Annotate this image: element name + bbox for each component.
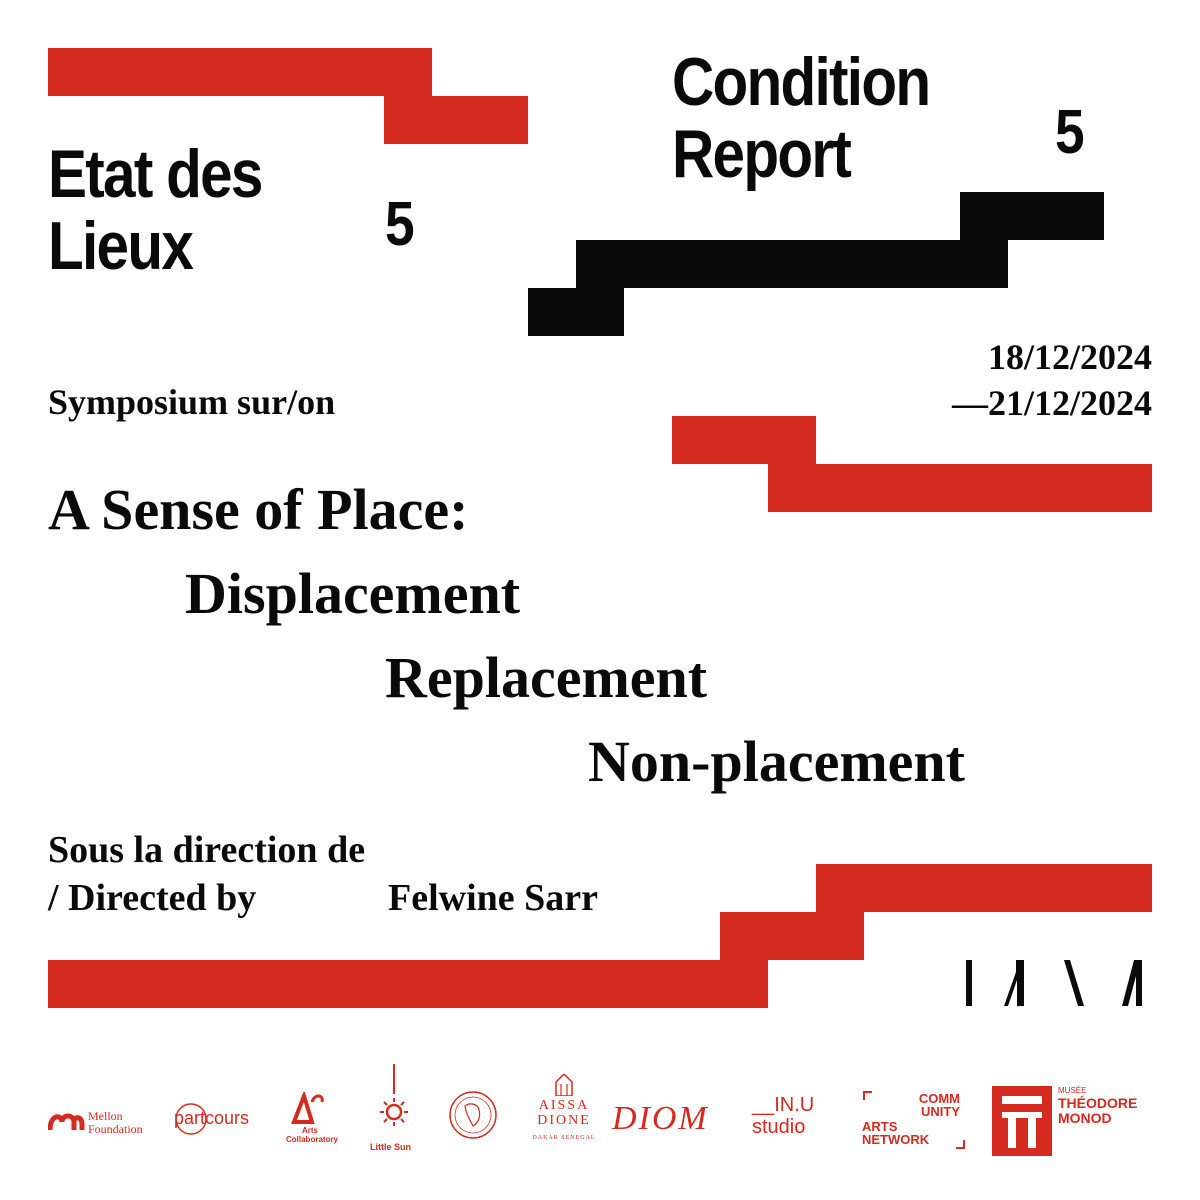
partner-logos	[40, 1080, 1160, 1170]
direction-label	[48, 826, 365, 922]
red-bar-bottom-right	[816, 864, 1152, 912]
date-start: 18/12/2024	[987, 337, 1152, 377]
inu-studio-logo	[752, 1094, 842, 1144]
english-title	[672, 46, 929, 190]
french-title	[48, 138, 262, 282]
direction-label-line1: Sous la direction de	[48, 829, 366, 871]
musee-line3: MONOD	[1058, 1110, 1112, 1126]
red-bar-bottom-step	[720, 912, 864, 960]
can-line4: NETWORK	[862, 1132, 930, 1147]
aissa-dione-line2: DIONE	[537, 1113, 591, 1128]
can-line3: ARTS	[862, 1119, 898, 1134]
red-bar-top-left-step	[384, 96, 528, 144]
red-bar-mid-lower	[768, 464, 1152, 512]
main-title-line3: Replacement	[385, 645, 708, 710]
director-name: Felwine Sarr	[388, 877, 599, 919]
main-title-line4: Non-placement	[588, 729, 965, 794]
arts-collab-line2: Collaboratory	[286, 1135, 339, 1144]
museum-mark-icon	[992, 1086, 1052, 1156]
aissa-dione-logo	[532, 1074, 596, 1154]
black-bar-top	[960, 192, 1104, 240]
symposium-label: Symposium sur/on	[48, 382, 336, 422]
community-arts-network-logo	[862, 1090, 966, 1150]
slash-logo-icon	[962, 958, 1152, 1008]
can-line2: UNITY	[921, 1104, 960, 1119]
sun-icon	[374, 1064, 414, 1134]
ifan-seal-icon	[448, 1090, 498, 1140]
arts-collaboratory-logo	[286, 1092, 342, 1152]
little-sun-logo	[366, 1064, 422, 1156]
arts-collaboratory-icon	[290, 1092, 326, 1124]
little-sun-text: Little Sun	[370, 1142, 411, 1152]
inu-line1: __IN.U	[752, 1094, 815, 1116]
inu-line2: studio	[752, 1116, 806, 1138]
partcours-text: partcours	[174, 1108, 250, 1128]
mellon-line1: Mellon	[88, 1109, 123, 1123]
main-title-line2: Displacement	[185, 561, 521, 626]
arts-collab-line1: Arts	[301, 1126, 318, 1135]
musee-line2: THÉODORE	[1058, 1095, 1138, 1111]
main-title-line1: A Sense of Place:	[48, 477, 469, 542]
diom-text: DIOM	[612, 1100, 709, 1137]
red-bar-mid-upper	[672, 416, 816, 464]
partcours-logo	[174, 1102, 264, 1142]
mellon-foundation-logo	[48, 1104, 168, 1144]
black-bar-bottom	[528, 288, 624, 336]
diom-logo	[612, 1100, 722, 1140]
red-bar-bottom-long	[48, 960, 768, 1008]
english-title-line2: Report	[672, 116, 851, 192]
event-dates	[952, 334, 1152, 426]
mellon-line2: Foundation	[88, 1122, 143, 1136]
aissa-dione-line3: DAKAR SENEGAL	[532, 1135, 596, 1141]
english-edition-number: 5	[1055, 98, 1085, 167]
date-end: —21/12/2024	[951, 383, 1152, 423]
french-title-line2: Lieux	[48, 208, 193, 284]
can-line1: COMM	[918, 1091, 960, 1106]
red-bar-top-left	[48, 48, 432, 96]
direction-label-line2: / Directed by	[48, 877, 257, 919]
aissa-dione-line1: AISSA	[538, 1098, 590, 1113]
mellon-m-icon	[48, 1108, 86, 1134]
musee-theodore-monod-logo	[992, 1080, 1162, 1170]
french-title-line1: Etat des	[48, 136, 262, 212]
musee-line1: MUSÉE	[1058, 1086, 1087, 1095]
black-bar-middle	[576, 240, 1008, 288]
ifan-logo	[448, 1090, 498, 1140]
english-title-line1: Condition	[672, 44, 930, 120]
french-edition-number: 5	[385, 190, 415, 259]
building-icon	[552, 1074, 576, 1096]
